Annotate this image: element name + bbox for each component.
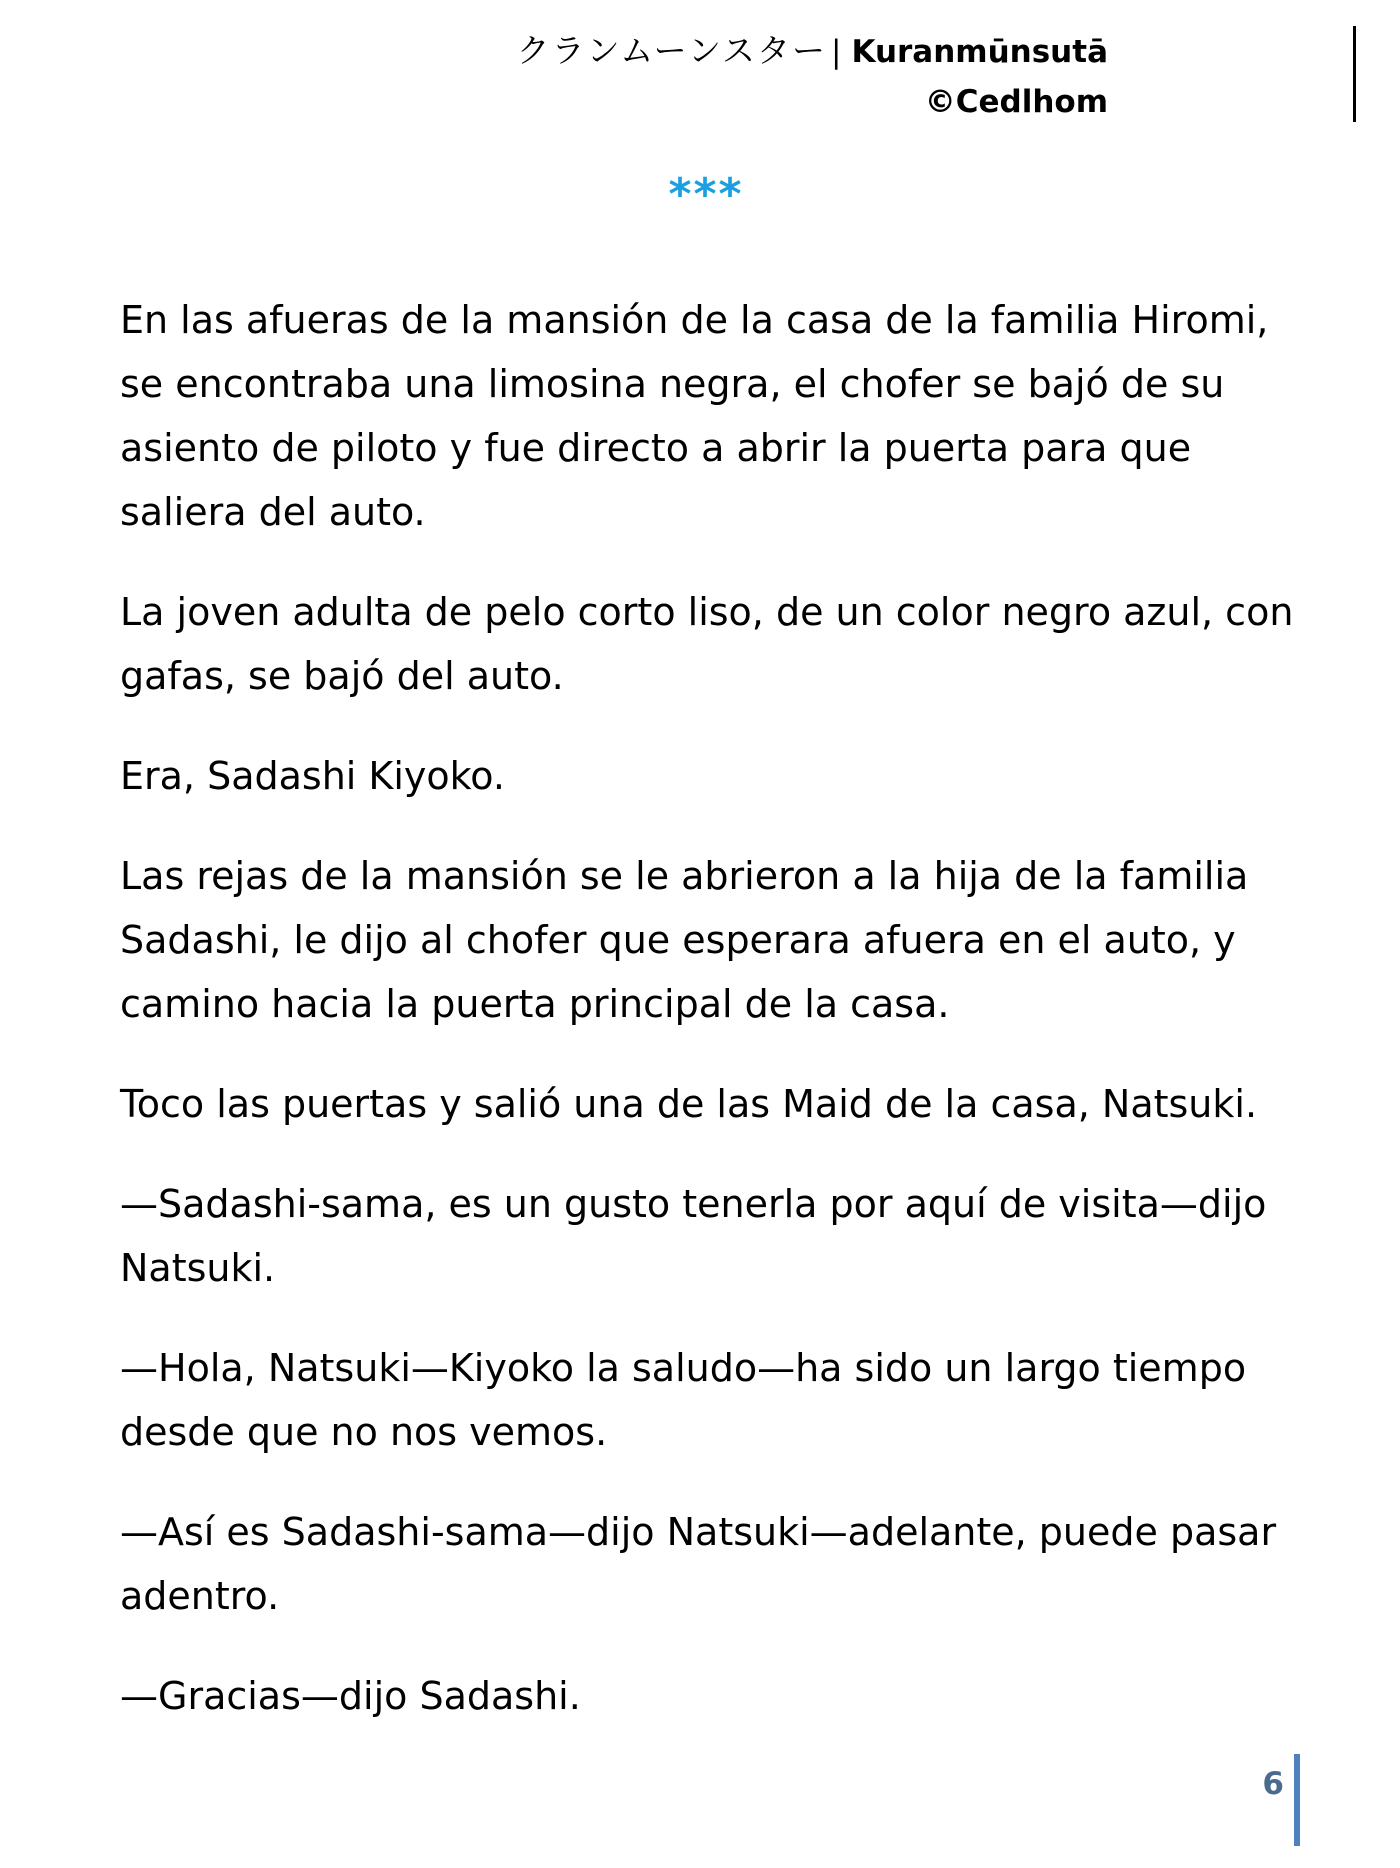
- header-vertical-rule: [1353, 26, 1356, 122]
- header-romaji-title: Kuranmūnsutā: [851, 34, 1108, 70]
- header-title-line: [517, 26, 1108, 77]
- paragraph: La joven adulta de pelo corto liso, de un color negro azul, con gafas, se bajó del auto.: [120, 590, 1294, 698]
- paragraph: En las afueras de la mansión de la casa de la familia Hiromi, se encontraba una limosina negra, el chofer se bajó de su asiento de piloto y fue directo a abrir la puerta para que saliera del auto.: [120, 298, 1269, 534]
- paragraph: Era, Sadashi Kiyoko.: [120, 754, 505, 798]
- paragraph: Las rejas de la mansión se le abrieron a la hija de la familia Sadashi, le dijo al chofer que esperara afuera en el auto, y camino hacia la puerta principal de la casa.: [120, 854, 1249, 1026]
- page-number: 6: [1262, 1766, 1284, 1802]
- page-header: [517, 26, 1108, 127]
- scene-break: ***: [668, 169, 744, 220]
- paragraph: —Así es Sadashi-sama—dijo Natsuki—adelante, puede pasar adentro.: [120, 1510, 1277, 1618]
- story-body: [120, 288, 1300, 1764]
- header-copyright: ©Cedlhom: [924, 84, 1108, 120]
- paragraph: —Gracias—dijo Sadashi.: [120, 1674, 581, 1718]
- header-separator: |: [831, 34, 842, 70]
- paragraph: —Hola, Natsuki—Kiyoko la saludo—ha sido un largo tiempo desde que no nos vemos.: [120, 1346, 1247, 1454]
- paragraph: —Sadashi-sama, es un gusto tenerla por aquí de visita—dijo Natsuki.: [120, 1182, 1267, 1290]
- page-number-rule: [1294, 1754, 1300, 1846]
- header-japanese-title: クランムーンスター: [516, 31, 828, 70]
- paragraph: Toco las puertas y salió una de las Maid de la casa, Natsuki.: [120, 1082, 1258, 1126]
